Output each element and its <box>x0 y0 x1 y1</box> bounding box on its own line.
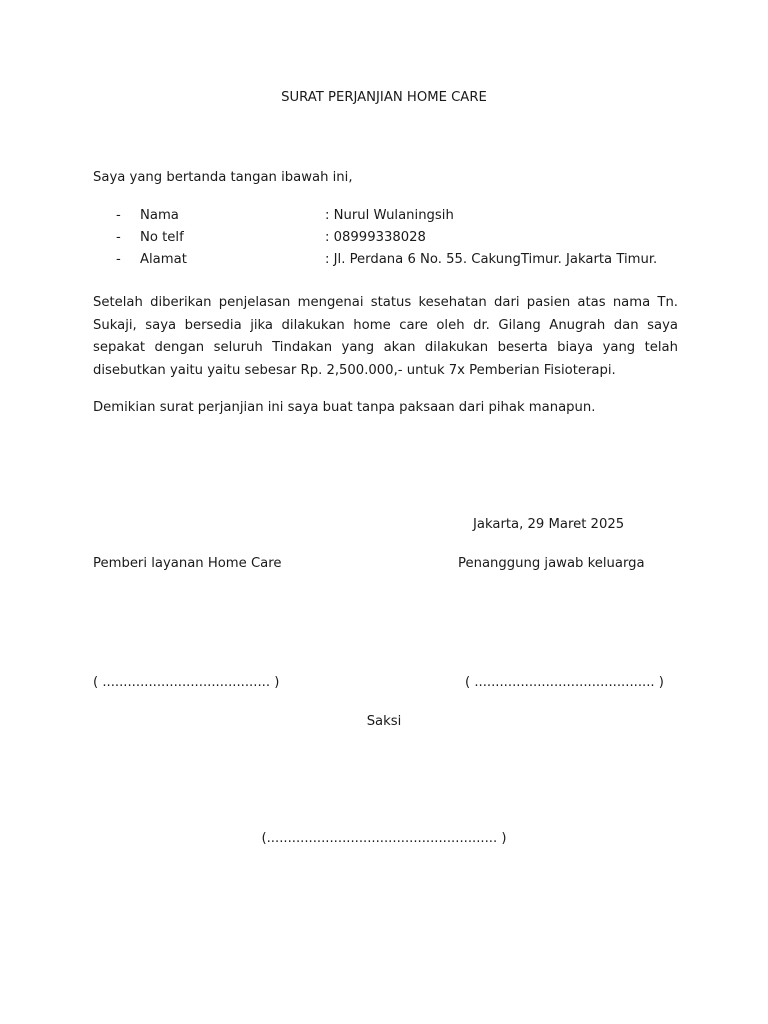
signature-line-witness: (....................................................... ) <box>261 831 507 846</box>
field-value: : 08999338028 <box>325 230 426 245</box>
signature-label-family: Penanggung jawab keluarga <box>458 556 645 571</box>
bullet-dash: - <box>116 208 121 223</box>
list-item-address <box>0 252 768 274</box>
place-date: Jakarta, 29 Maret 2025 <box>473 517 625 532</box>
document-title: SURAT PERJANJIAN HOME CARE <box>281 90 487 105</box>
field-label: Nama <box>140 208 179 223</box>
list-item-name <box>0 208 768 230</box>
agreement-paragraph: Setelah diberikan penjelasan mengenai status kesehatan dari pasien atas nama Tn. Sukaji, saya bersedia jika dilakukan home care oleh dr. Gilang Anugrah dan saya sepakat dengan seluruh Tindakan yang akan dilakukan beserta biaya yang telah disebutkan yaitu yaitu sebesar Rp. 2,500.000,- untuk 7x Pemberian Fisioterapi. <box>93 295 678 378</box>
field-value: : Jl. Perdana 6 No. 55. CakungTimur. Jakarta Timur. <box>325 252 658 267</box>
intro-text: Saya yang bertanda tangan ibawah ini, <box>93 170 353 185</box>
signature-line-provider: ( ........................................ ) <box>93 675 280 690</box>
list-item-phone <box>0 230 768 252</box>
bullet-dash: - <box>116 230 121 245</box>
field-value: : Nurul Wulaningsih <box>325 208 454 223</box>
witness-label: Saksi <box>366 714 402 729</box>
signature-label-provider: Pemberi layanan Home Care <box>93 556 282 571</box>
bullet-dash: - <box>116 252 121 267</box>
closing-statement: Demikian surat perjanjian ini saya buat tanpa paksaan dari pihak manapun. <box>93 400 596 415</box>
field-label: Alamat <box>140 252 187 267</box>
signature-line-family: ( ........................................... ) <box>465 675 664 690</box>
field-label: No telf <box>140 230 184 245</box>
